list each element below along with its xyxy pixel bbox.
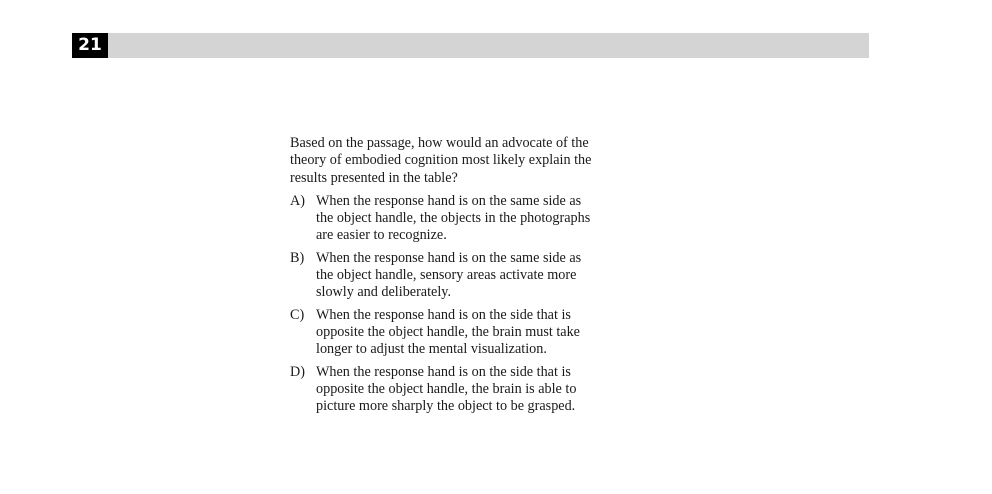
choice-text-line: are easier to recognize. <box>316 227 447 244</box>
question-stem <box>290 135 620 187</box>
answer-choice-a[interactable] <box>290 193 620 245</box>
answer-choice-d[interactable] <box>290 364 620 416</box>
choice-text <box>316 364 620 416</box>
choice-text-line: longer to adjust the mental visualization. <box>316 341 547 358</box>
choice-text-line: the object handle, sensory areas activate more <box>316 267 577 284</box>
choice-text-line: the object handle, the objects in the photographs <box>316 210 591 227</box>
question-stem-line: results presented in the table? <box>290 169 458 186</box>
answer-choice-b[interactable] <box>290 250 620 302</box>
answer-choice-c[interactable] <box>290 307 620 359</box>
choice-text-line: opposite the object handle, the brain is able to <box>316 380 577 397</box>
question-number-badge: 21 <box>72 33 108 58</box>
choice-text-line: When the response hand is on the side that is <box>316 306 571 323</box>
choice-letter: B) <box>290 249 305 266</box>
choice-text <box>316 307 620 359</box>
choice-text <box>316 250 620 302</box>
choice-letter: A) <box>290 192 305 209</box>
choice-text-line: When the response hand is on the same side as <box>316 192 582 209</box>
question-header-bar <box>72 33 869 58</box>
choice-text <box>316 193 620 245</box>
choice-text-line: When the response hand is on the side that is <box>316 363 571 380</box>
question-stem-line: Based on the passage, how would an advocate of the <box>290 135 589 151</box>
choice-letter: C) <box>290 306 305 323</box>
choice-text-line: opposite the object handle, the brain must take <box>316 323 580 340</box>
choice-text-line: slowly and deliberately. <box>316 284 452 301</box>
choice-text-line: When the response hand is on the same side as <box>316 249 582 266</box>
choice-letter: D) <box>290 363 305 380</box>
question-block <box>290 135 620 420</box>
choice-text-line: picture more sharply the object to be grasped. <box>316 398 576 415</box>
question-stem-line: theory of embodied cognition most likely explain the <box>290 152 592 169</box>
